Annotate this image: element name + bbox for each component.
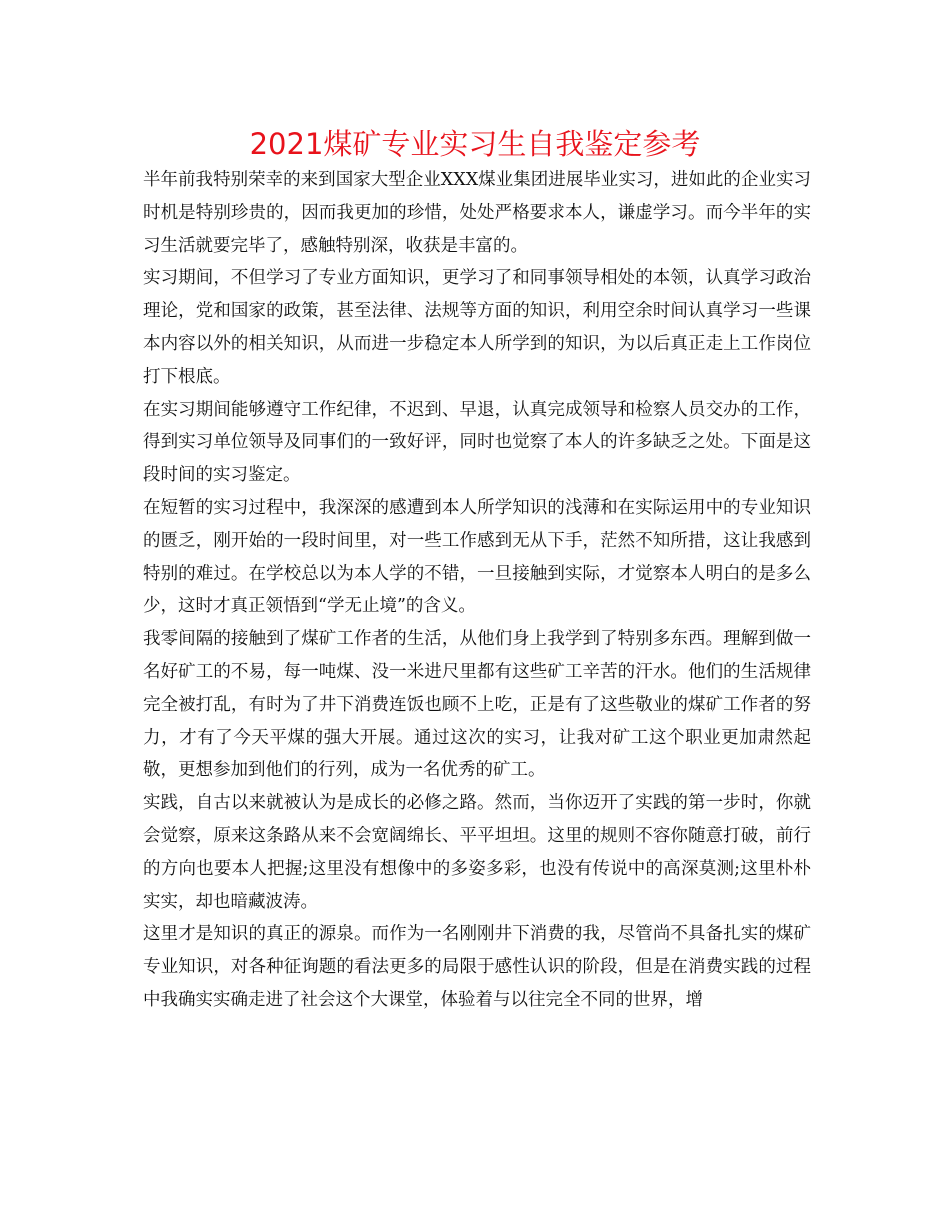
document-body	[143, 164, 811, 1017]
document-title: 2021煤矿专业实习生自我鉴定参考	[249, 127, 701, 161]
paragraph: 在短暂的实习过程中，我深深的感遭到本人所学知识的浅薄和在实际运用中的专业知识的匮乏，刚开始的一段时间里，对一些工作感到无从下手，茫然不知所措，这让我感到特别的难过。在学校总以为本人学的不错，一旦接触到实际，才觉察本人明白的是多么少，这时才真正领悟到“学无止境”的含义。	[143, 497, 811, 617]
paragraph: 半年前我特别荣幸的来到国家大型企业XXX煤业集团进展毕业实习，进如此的企业实习时机是特别珍贵的，因而我更加的珍惜，处处严格要求本人，谦虚学习。而今半年的实习生活就要完毕了，感触特别深，收获是丰富的。	[143, 170, 811, 256]
paragraph: 实践，自古以来就被认为是成长的必修之路。然而，当你迈开了实践的第一步时，你就会觉察，原来这条路从来不会宽阔绵长、平平坦坦。这里的规则不容你随意打破，前行的方向也要本人把握;这里没有想像中的多姿多彩，也没有传说中的高深莫测;这里朴朴实实，却也暗藏波涛。	[143, 793, 811, 912]
paragraph: 实习期间，不但学习了专业方面知识，更学习了和同事领导相处的本领，认真学习政治理论，党和国家的政策，甚至法律、法规等方面的知识，利用空余时间认真学习一些课本内容以外的相关知识，从而进一步稳定本人所学到的知识，为以后真正走上工作岗位打下根底。	[143, 268, 811, 387]
paragraph: 在实习期间能够遵守工作纪律，不迟到、早退，认真完成领导和检察人员交办的工作，得到实习单位领导及同事们的一致好评，同时也觉察了本人的许多缺乏之处。下面是这段时间的实习鉴定。	[143, 399, 811, 486]
paragraph: 我零间隔的接触到了煤矿工作者的生活，从他们身上我学到了特别多东西。理解到做一名好矿工的不易，每一吨煤、没一米进尺里都有这些矿工辛苦的汗水。他们的生活规律完全被打乱，有时为了井下消费连饭也顾不上吃，正是有了这些敬业的煤矿工作者的努力，才有了今天平煤的强大开展。通过这次的实习，让我对矿工这个职业更加肃然起敬，更想参加到他们的行列，成为一名优秀的矿工。	[143, 629, 811, 781]
paragraph: 这里才是知识的真正的源泉。而作为一名刚刚井下消费的我，尽管尚不具备扎实的煤矿专业知识，对各种征询题的看法更多的局限于感性认识的阶段，但是在消费实践的过程中我确实实确走进了社会这个大课堂，体验着与以往完全不同的世界，增	[143, 924, 811, 1010]
